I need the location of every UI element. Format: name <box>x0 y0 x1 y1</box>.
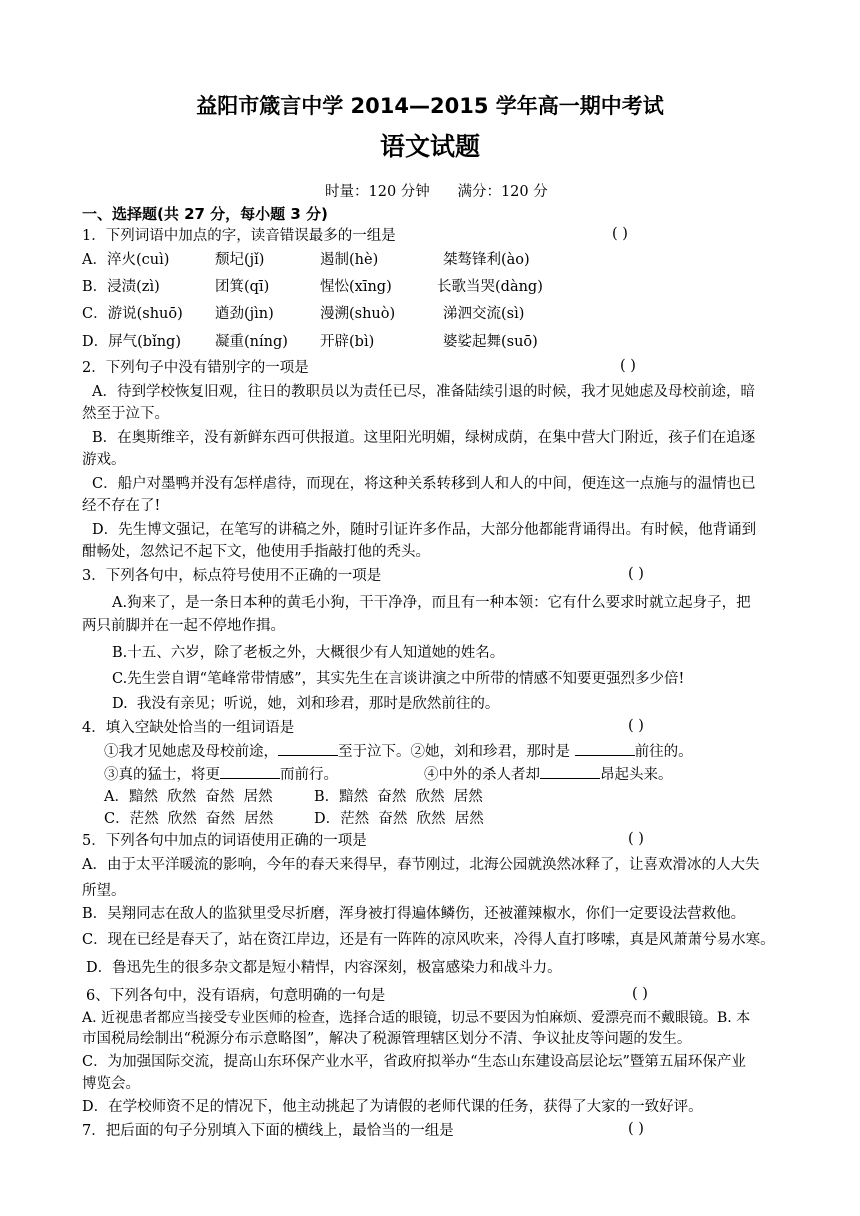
q2-stem: 2．下列句子中没有错别字的一项是 <box>82 360 309 376</box>
answer-paren: ( ) <box>628 718 644 734</box>
q4-sentence-1 <box>104 741 693 762</box>
q4-sentence-3 <box>104 764 338 785</box>
q4-option-a: A．黯然 欣然 奋然 居然 <box>104 789 273 805</box>
q4-stem: 4．填入空缺处恰当的一组词语是 <box>82 720 295 736</box>
q3-option-c: C.先生尝自谓“笔峰常带情感”，其实先生在言谈讲演之中所带的情感不知要更强烈多少倍! <box>112 671 685 687</box>
q1-option-b4: 长歌当哭(dàng) <box>437 279 543 295</box>
q3-option-a: A.狗来了，是一条日本种的黄毛小狗，干干净净，而且有一种本领：它有什么要求时就立起身子，把 <box>112 595 751 611</box>
q6-option-b-cont: 市国税局绘制出“税源分布示意略图”，解决了税源管理辖区划分不清、争议扯皮等问题的发生。 <box>82 1031 692 1047</box>
q6-stem: 6、下列各句中，没有语病，句意明确的一句是 <box>86 988 386 1004</box>
q4-s1-part2: 至于泣下。②她，刘和珍君，那时是 <box>338 744 575 760</box>
q2-option-d: D．先生博文强记，在笔写的讲稿之外，随时引证许多作品，大部分他都能背诵得出。有时候，他背诵到 <box>92 522 757 538</box>
q4-blank-2 <box>575 741 635 756</box>
q6-option-c: C．为加强国际交流，提高山东环保产业水平，省政府拟举办“生态山东建设高层论坛”暨第五届环保产业 <box>82 1054 746 1070</box>
q5-option-b: B．吴翔同志在敌人的监狱里受尽折磨，浑身被打得遍体鳞伤，还被灌辣椒水，你们一定要设法营救他。 <box>82 906 746 922</box>
q1-option-a3: 遏制(hè) <box>320 252 379 268</box>
answer-paren: ( ) <box>628 1121 644 1137</box>
q4-sentence-4 <box>424 764 673 785</box>
q2-option-d-cont: 酣畅处，忽然记不起下文，他使用手指敲打他的秃头。 <box>82 544 430 560</box>
q7-stem: 7．把后面的句子分别填入下面的横线上，最恰当的一组是 <box>82 1123 454 1139</box>
q3-option-a-cont: 两只前脚并在一起不停地作揖。 <box>82 618 285 634</box>
exam-subtitle: 语文试题 <box>379 132 480 161</box>
q4-option-d: D．茫然 奋然 欣然 居然 <box>314 811 484 827</box>
q2-option-b: B．在奥斯维辛，没有新鲜东西可供报道。这里阳光明媚，绿树成荫，在集中营大门附近，孩子们在追逐 <box>92 430 756 446</box>
q1-option-c1: C．游说(shuō) <box>82 306 183 322</box>
q1-option-a1: A．淬火(cuì) <box>82 252 170 268</box>
q6-option-d: D．在学校师资不足的情况下，他主动挑起了为请假的老师代课的任务，获得了大家的一致好评。 <box>82 1099 703 1115</box>
answer-paren: ( ) <box>632 986 648 1002</box>
q1-option-b2: 团箕(qī) <box>215 279 270 295</box>
q1-option-b1: B．浸渍(zì) <box>82 279 160 295</box>
section-heading: 一、选择题(共 27 分，每小题 3 分) <box>82 205 328 223</box>
q2-option-c: C．船户对墨鸭并没有怎样虐待，而现在，将这种关系转移到人和人的中间，便连这一点施与的温情也已 <box>92 476 756 492</box>
q5-option-c: C．现在已经是春天了，站在资江岸边，还是有一阵阵的凉风吹来，冷得人直打哆嗦，真是风萧萧兮易水寒。 <box>82 932 775 948</box>
q6-option-c-cont: 博览会。 <box>82 1076 140 1092</box>
q1-option-c4: 涕泗交流(sì) <box>443 306 525 322</box>
q4-s2-part1: ③真的猛士，将更 <box>104 767 220 783</box>
exam-title: 益阳市箴言中学 2014—2015 学年高一期中考试 <box>196 94 664 118</box>
q1-option-d4: 婆娑起舞(suō) <box>443 334 538 350</box>
q4-s4-part2: 昂起头来。 <box>600 767 673 783</box>
answer-paren: ( ) <box>628 831 644 847</box>
q1-option-c3: 漫溯(shuò) <box>320 306 396 322</box>
q1-option-d3: 开辟(bì) <box>320 334 375 350</box>
q5-stem: 5．下列各句中加点的词语使用正确的一项是 <box>82 833 367 849</box>
q2-option-c-cont: 经不存在了! <box>82 498 161 514</box>
exam-meta: 时量：120 分钟 满分：120 分 <box>325 184 548 200</box>
q1-option-d1: D．屏气(bǐng) <box>82 334 181 350</box>
q2-option-a-cont: 然至于泣下。 <box>82 406 169 422</box>
q5-option-a-cont: 所望。 <box>82 883 126 899</box>
q6-option-a-b: A. 近视患者都应当接受专业医师的检查，选择合适的眼镜，切忌不要因为怕麻烦、爱漂亮而不戴眼镜。B. 本 <box>82 1010 751 1026</box>
q1-option-b3: 惺忪(xīng) <box>320 279 392 295</box>
q1-option-c2: 遒劲(jìn) <box>215 306 274 322</box>
q1-option-a2: 颓圮(jǐ) <box>215 252 265 268</box>
q4-option-b: B．黯然 奋然 欣然 居然 <box>314 789 483 805</box>
q5-option-d: D．鲁迅先生的很多杂文都是短小精悍，内容深刻，极富感染力和战斗力。 <box>86 960 562 976</box>
q3-option-b: B.十五、六岁，除了老板之外，大概很少有人知道她的姓名。 <box>112 645 505 661</box>
q4-s2-part2: 而前行。 <box>280 767 338 783</box>
answer-paren: ( ) <box>612 226 628 242</box>
q1-option-d2: 凝重(níng) <box>215 334 288 350</box>
q4-option-c: C．茫然 欣然 奋然 居然 <box>104 811 274 827</box>
q2-option-b-cont: 游戏。 <box>82 452 126 468</box>
q4-blank-3 <box>220 764 280 779</box>
q4-s1-part1: ①我才见她虑及母校前途， <box>104 744 278 760</box>
q1-option-a4: 桀骜锋利(ào) <box>443 252 530 268</box>
q1-stem: 1．下列词语中加点的字，读音错误最多的一组是 <box>82 228 396 244</box>
q4-blank-4 <box>540 764 600 779</box>
q4-blank-1 <box>278 741 338 756</box>
q4-s4-part1: ④中外的杀人者却 <box>424 767 540 783</box>
q4-s1-part3: 前往的。 <box>634 744 693 760</box>
answer-paren: ( ) <box>628 566 644 582</box>
answer-paren: ( ) <box>620 358 636 374</box>
q5-option-a: A．由于太平洋暖流的影响，今年的春天来得早，春节刚过，北海公园就涣然冰释了，让喜欢滑冰的人大失 <box>82 857 760 873</box>
q2-option-a: A．待到学校恢复旧观，往日的教职员以为责任已尽，准备陆续引退的时候，我才见她虑及母校前途，暗 <box>92 384 755 400</box>
q3-stem: 3．下列各句中，标点符号使用不正确的一项是 <box>82 568 382 584</box>
q3-option-d: D. 我没有亲见；听说，她，刘和珍君，那时是欣然前往的。 <box>112 696 500 712</box>
